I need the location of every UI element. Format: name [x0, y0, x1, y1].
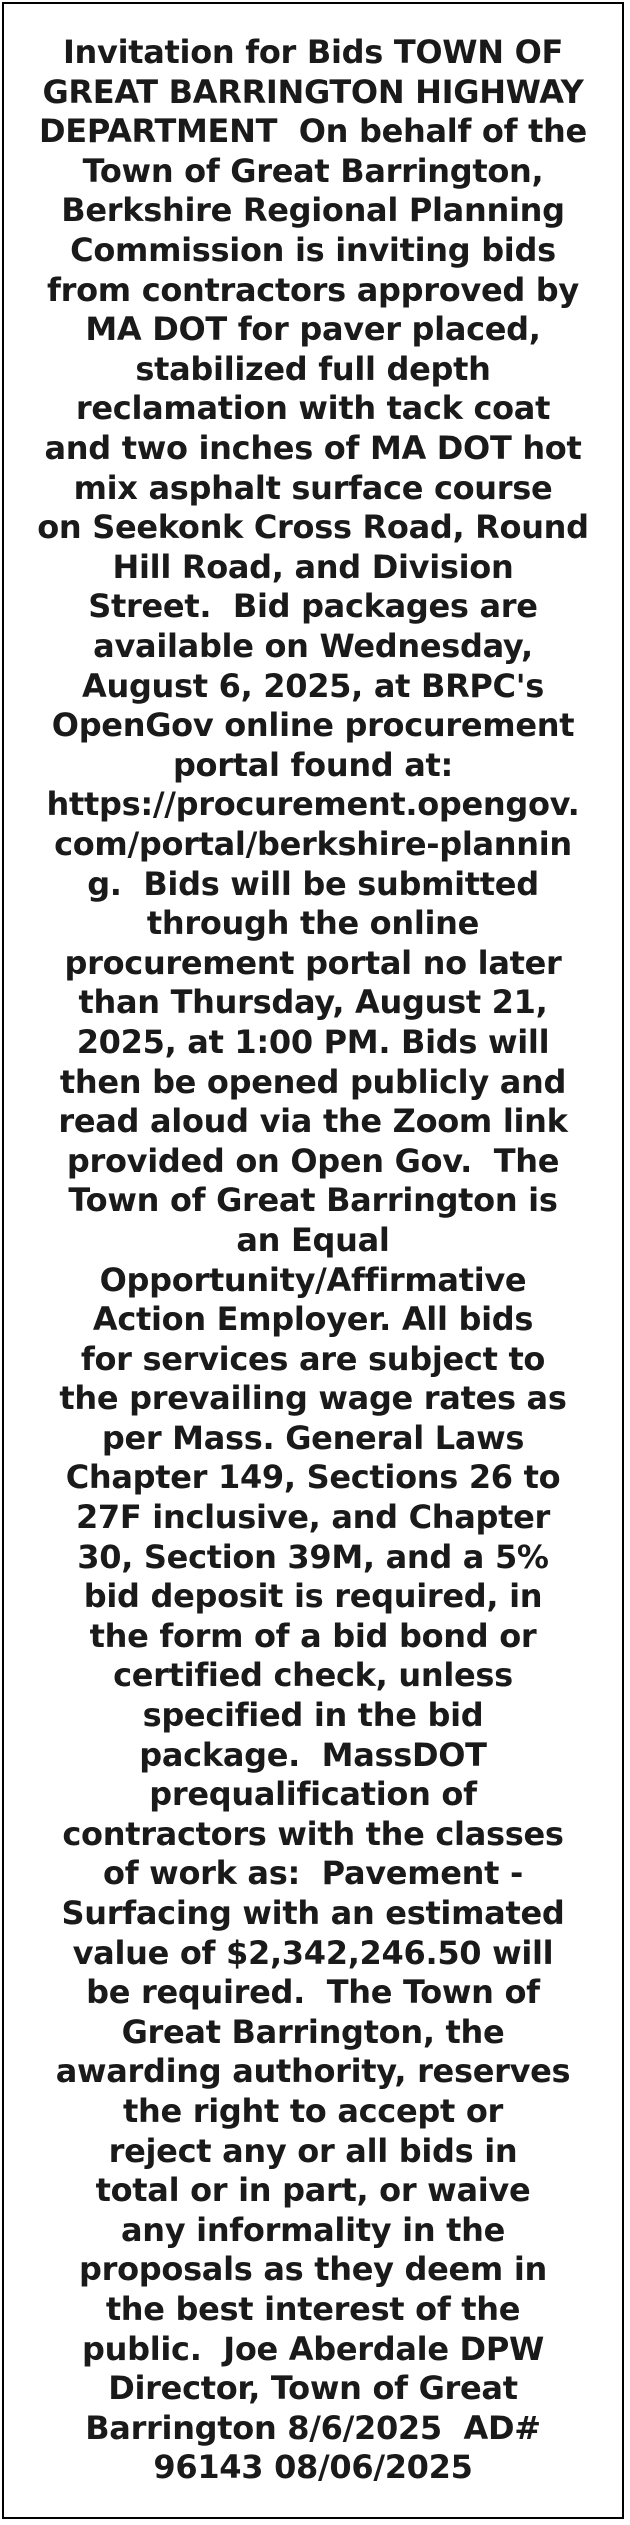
notice-line: read aloud via the Zoom link — [58, 1102, 568, 1141]
notice-line: reject any or all bids in — [108, 2131, 518, 2170]
notice-line: public. Joe Aberdale DPW — [82, 2329, 544, 2368]
notice-line: prequalification of — [149, 1775, 477, 1814]
notice-line: proposals as they deem in — [79, 2250, 547, 2289]
legal-notice-frame — [2, 2, 624, 2519]
notice-line: per Mass. General Laws — [101, 1418, 525, 1457]
notice-line: bid deposit is required, in — [83, 1577, 543, 1616]
notice-line: Opportunity/Affirmative — [99, 1260, 527, 1299]
notice-line: contractors with the classes — [62, 1814, 564, 1853]
notice-line: certified check, unless — [113, 1656, 513, 1695]
notice-line: package. MassDOT — [139, 1735, 487, 1774]
notice-line: Berkshire Regional Planning — [61, 191, 565, 230]
notice-line: an Equal — [236, 1220, 390, 1259]
notice-line: any informality in the — [120, 2210, 506, 2249]
notice-line: then be opened publicly and — [59, 1062, 567, 1101]
notice-line: than Thursday, August 21, — [78, 983, 548, 1022]
notice-line: total or in part, or waive — [95, 2171, 531, 2210]
notice-line: Town of Great Barrington is — [68, 1181, 558, 1220]
notice-line: the form of a bid bond or — [89, 1616, 537, 1655]
notice-line: Hill Road, and Division — [112, 547, 514, 586]
notice-line: from contractors approved by — [47, 270, 579, 309]
ad-number-line: 96143 08/06/2025 — [153, 2448, 473, 2487]
notice-line: Chapter 149, Sections 26 to — [65, 1458, 561, 1497]
procurement-url-line-2: com/portal/berkshire-plannin — [54, 824, 572, 863]
notice-line: for services are subject to — [80, 1339, 546, 1378]
notice-line: Director, Town of Great — [108, 2369, 518, 2408]
notice-line: August 6, 2025, at BRPC's — [82, 666, 544, 705]
notice-line: be required. The Town of — [86, 1973, 540, 2012]
notice-line: Surfacing with an estimated — [61, 1894, 565, 1932]
notice-line: procurement portal no later — [64, 943, 562, 982]
notice-line: g. Bids will be submitted — [87, 864, 539, 903]
notice-line: DEPARTMENT On behalf of the — [39, 112, 587, 151]
notice-line: Commission is inviting bids — [70, 231, 556, 270]
notice-line: Great Barrington, the — [121, 2012, 505, 2051]
notice-line: Action Employer. All bids — [92, 1300, 534, 1339]
notice-line: awarding authority, reserves — [55, 2052, 571, 2091]
notice-line: the right to accept or — [123, 2091, 503, 2130]
notice-line: on Seekonk Cross Road, Round — [37, 508, 589, 547]
notice-line: through the online — [146, 904, 480, 943]
notice-line: 30, Section 39M, and a 5% — [77, 1537, 549, 1576]
estimated-value-line: value of $2,342,246.50 will — [72, 1933, 554, 1972]
notice-line: reclamation with tack coat — [75, 389, 551, 428]
notice-line: mix asphalt surface course — [73, 468, 553, 507]
notice-line: 2025, at 1:00 PM. Bids will — [76, 1022, 550, 1061]
legal-notice-body — [33, 33, 593, 2488]
notice-line: 27F inclusive, and Chapter — [75, 1498, 551, 1537]
procurement-url-line-1: https://procurement.opengov. — [46, 785, 580, 824]
notice-line: Town of Great Barrington, — [82, 151, 544, 190]
notice-line: Barrington 8/6/2025 AD# — [85, 2408, 541, 2447]
notice-line: specified in the bid — [142, 1696, 484, 1735]
notice-line: Invitation for Bids TOWN OF — [62, 33, 564, 72]
notice-line: of work as: Pavement - — [103, 1854, 523, 1893]
notice-line: MA DOT for paver placed, — [85, 310, 541, 349]
notice-line: OpenGov online procurement — [51, 706, 575, 745]
notice-line: and two inches of MA DOT hot — [44, 429, 582, 468]
notice-line: the prevailing wage rates as — [59, 1379, 567, 1418]
notice-line: GREAT BARRINGTON HIGHWAY — [42, 72, 584, 111]
notice-line: the best interest of the — [105, 2289, 521, 2328]
notice-line: provided on Open Gov. The — [66, 1141, 560, 1180]
notice-line: available on Wednesday, — [93, 627, 533, 665]
notice-line: stabilized full depth — [135, 349, 491, 388]
notice-line: Street. Bid packages are — [88, 587, 538, 626]
notice-line: portal found at: — [172, 745, 454, 784]
